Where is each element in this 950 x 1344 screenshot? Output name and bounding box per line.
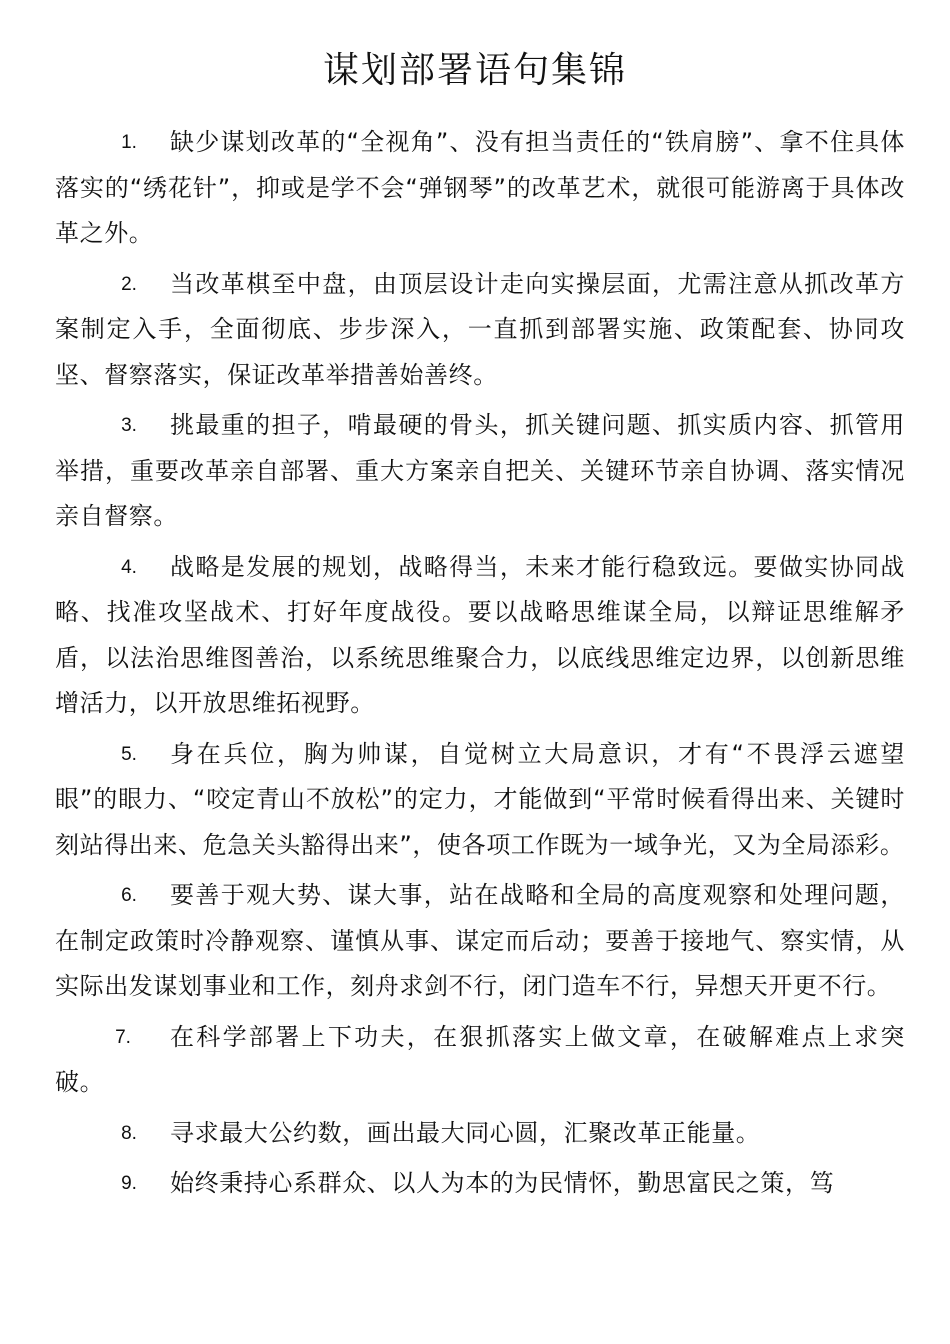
quote-text: 战略是发展的规划，战略得当，未来才能行稳致远。要做实协同战略、找准攻坚战术、打好年度战役。要以战略思维谋全局，以辩证思维解矛盾，以法治思维图善治，以系统思维聚合力，以底线思维定边界，以创新思维增活力，以开放思维拓视野。 xyxy=(55,552,905,717)
quote-item-8 xyxy=(55,1111,905,1157)
quote-text: 身在兵位，胸为帅谋，自觉树立大局意识，才有“不畏浮云遮望眼”的眼力、“咬定青山不放松”的定力，才能做到“平常时候看得出来、关键时刻站得出来、危急关头豁得出来”，使各项工作既为一域争光，又为全局添彩。 xyxy=(55,739,905,859)
quote-item-1 xyxy=(55,120,905,257)
quote-number: 2. xyxy=(121,273,137,295)
quote-number: 5. xyxy=(121,743,137,765)
quote-text: 始终秉持心系群众、以人为本的为民情怀，勤思富民之策，笃 xyxy=(170,1169,835,1197)
quote-text: 寻求最大公约数，画出最大同心圆，汇聚改革正能量。 xyxy=(170,1118,761,1147)
quote-number: 9. xyxy=(121,1173,137,1194)
quote-list xyxy=(55,120,905,1212)
quote-item-6 xyxy=(55,873,905,1010)
quote-item-3 xyxy=(55,403,905,540)
quote-item-9 xyxy=(55,1161,905,1207)
quote-item-2 xyxy=(55,262,905,399)
quote-number: 6. xyxy=(121,885,137,906)
quote-number: 1. xyxy=(121,132,137,153)
quote-number: 8. xyxy=(121,1122,137,1144)
quote-text: 当改革棋至中盘，由顶层设计走向实操层面，尤需注意从抓改革方案制定入手，全面彻底、步步深入，一直抓到部署实施、政策配套、协同攻坚、督察落实，保证改革举措善始善终。 xyxy=(55,269,905,389)
quote-number: 7. xyxy=(115,1026,131,1048)
quote-number: 4. xyxy=(121,556,137,578)
quote-number: 3. xyxy=(121,415,137,436)
quote-text: 挑最重的担子，啃最硬的骨头，抓关键问题、抓实质内容、抓管用举措，重要改革亲自部署、重大方案亲自把关、关键环节亲自协调、落实情况亲自督察。 xyxy=(55,411,905,530)
quote-item-4 xyxy=(55,545,905,727)
document-title: 谋划部署语句集锦 xyxy=(322,50,627,91)
quote-item-7 xyxy=(55,1015,905,1106)
quote-text: 要善于观大势、谋大事，站在战略和全局的高度观察和处理问题，在制定政策时冷静观察、谨慎从事、谋定而后动；要善于接地气、察实情，从实际出发谋划事业和工作，刻舟求剑不行，闭门造车不行，异想天开更不行。 xyxy=(55,881,905,1000)
quote-item-5 xyxy=(55,732,905,869)
quote-text: 缺少谋划改革的“全视角”、没有担当责任的“铁肩膀”、拿不住具体落实的“绣花针”，抑或是学不会“弹钢琴”的改革艺术，就很可能游离于具体改革之外。 xyxy=(55,128,905,247)
quote-text: 在科学部署上下功夫，在狠抓落实上做文章，在破解难点上求突破。 xyxy=(55,1022,905,1096)
